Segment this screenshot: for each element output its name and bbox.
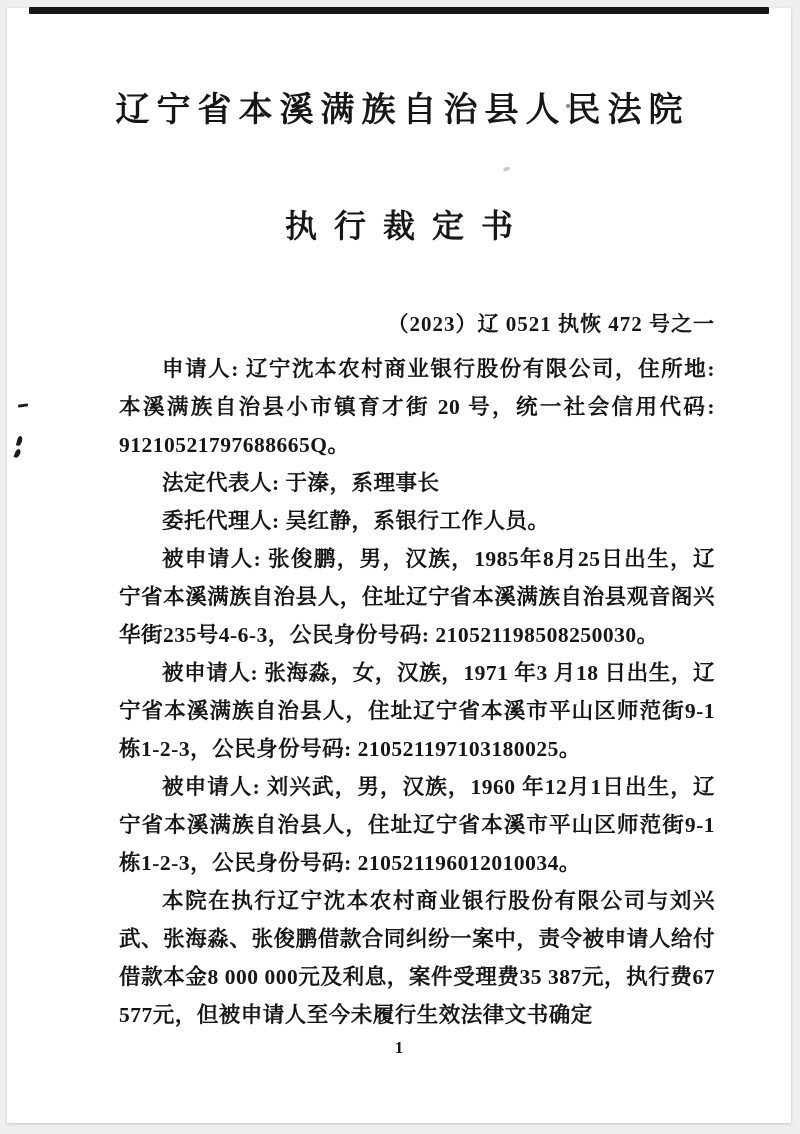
paragraph-case-summary: 本院在执行辽宁沈本农村商业银行股份有限公司与刘兴武、张海淼、张俊鹏借款合同纠纷一案中，责令被申请人给付借款本金8 000 000元及利息，案件受理费35 387元，执行费67 577元，但被申请人至今未履行生效法律文书确定 [119,889,715,1027]
ink-mark-comma-2 [13,448,21,458]
paragraph-respondent-2: 被申请人: 张海淼，女，汉族，1971 年3 月18 日出生，辽宁省本溪满族自治县人，住址辽宁省本溪市平山区师范街9-1栋1-2-3，公民身份号码: 210521197103180025。 [119,661,715,761]
paragraph-entrusted-agent: 委托代理人: 吴红静，系银行工作人员。 [162,509,550,533]
page-number: 1 [394,1038,404,1057]
case-number: （2023）辽 0521 执恢 472 号之一 [387,312,715,336]
ink-mark-comma-1 [16,436,23,447]
ink-mark-dash [18,403,28,407]
paragraph-respondent-1: 被申请人: 张俊鹏，男，汉族，1985年8月25日出生，辽宁省本溪满族自治县人，住址辽宁省本溪满族自治县观音阁兴华街235号4-6-3，公民身份号码: 210521198508250030。 [119,547,715,647]
document-page [7,8,791,1123]
court-name: 辽宁省本溪满族自治县人民法院 [115,92,690,129]
paragraph-legal-representative: 法定代表人: 于溱，系理事长 [162,471,440,495]
scan-speck-2 [503,166,511,172]
scan-edge-artifact [29,7,769,14]
paragraph-applicant: 申请人: 辽宁沈本农村商业银行股份有限公司，住所地: 本溪满族自治县小市镇育才街 20 号，统一社会信用代码: 91210521797688665Q。 [119,357,715,457]
document-title: 执行裁定书 [284,208,530,244]
document-body [119,350,715,1034]
paragraph-respondent-3: 被申请人: 刘兴武，男，汉族，1960 年12月1日出生，辽宁省本溪满族自治县人，住址辽宁省本溪市平山区师范街9-1栋1-2-3，公民身份号码: 210521196012010034。 [119,775,715,875]
